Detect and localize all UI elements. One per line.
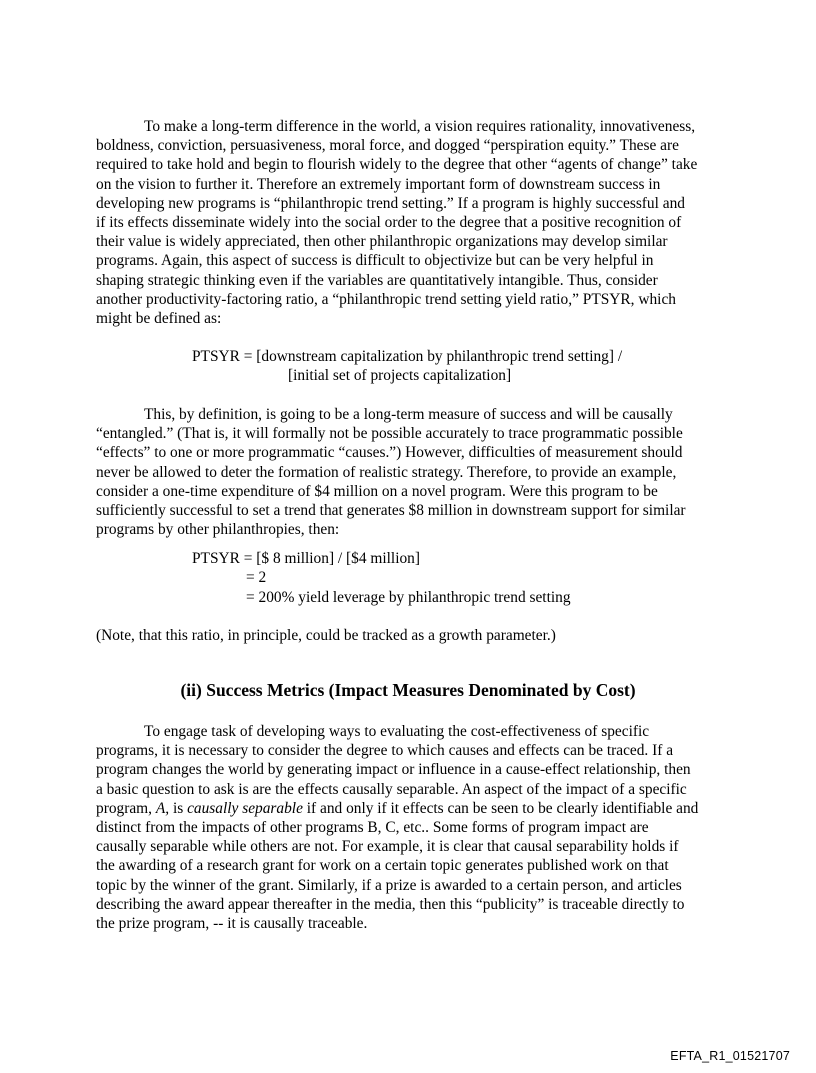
- paragraph-line: might be defined as:: [96, 310, 222, 328]
- note-growth-parameter: (Note, that this ratio, in principle, could be tracked as a growth parameter.): [96, 627, 556, 644]
- paragraph-line: their value is widely appreciated, then other philanthropic organizations may develop similar: [96, 233, 668, 251]
- text-run: program,: [96, 799, 156, 817]
- paragraph-line: on the vision to further it. Therefore an extremely important form of downstream success in: [96, 175, 661, 193]
- paragraph-line: if its effects disseminate widely into the social order to the degree that a positive recognition of: [96, 214, 682, 232]
- paragraph-line: never be allowed to deter the formation of realistic strategy. Therefore, to provide an example,: [96, 463, 677, 481]
- paragraph-line: a basic question to ask is are the effects causally separable. An aspect of the impact of a specific: [96, 780, 687, 798]
- paragraph-line: describing the award appear thereafter in the media, then this “publicity” is traceable directly to: [96, 895, 685, 913]
- text-run: is: [169, 799, 188, 817]
- paragraph-line: This, by definition, is going to be a long-term measure of success and will be causally: [144, 406, 673, 423]
- formula-example-line1: PTSYR = [$ 8 million] / [$4 million]: [192, 550, 421, 567]
- paragraph-line: To engage task of developing ways to evaluating the cost-effectiveness of specific: [144, 723, 650, 740]
- paragraph-line: “entangled.” (That is, it will formally not be possible accurately to trace programmatic possible: [96, 425, 683, 443]
- italic-program-variable: A,: [155, 799, 170, 817]
- paragraph-line: the prize program, -- it is causally traceable.: [96, 915, 368, 933]
- paragraph-line: programs, it is necessary to consider the degree to which causes and effects can be traced. If a: [96, 742, 674, 760]
- heading-part-title: (ii) Success Metrics: [180, 680, 325, 700]
- formula-example-line2: = 2: [246, 569, 267, 586]
- paragraph-line: boldness, conviction, persuasiveness, moral force, and dogged “perspiration equity.” These are: [96, 137, 679, 155]
- paragraph-line: programs. Again, this aspect of success is difficult to objectivize but can be very helpful in: [96, 252, 654, 270]
- heading-part-subtitle: (Impact Measures Denominated by Cost): [328, 680, 636, 700]
- formula-ptsyr-definition-line2: [initial set of projects capitalization]: [288, 367, 512, 384]
- paragraph-line: causally separable while others are not. For example, it is clear that causal separability holds if: [96, 838, 679, 856]
- paragraph-line: programs by other philanthropies, then:: [96, 521, 340, 539]
- document-id-footer: EFTA_R1_01521707: [670, 1049, 790, 1063]
- paragraph-line: topic by the winner of the grant. Similarly, if a prize is awarded to a certain person, and articles: [96, 876, 682, 894]
- formula-ptsyr-definition-line1: PTSYR = [downstream capitalization by philanthropic trend setting] /: [192, 348, 623, 365]
- paragraph-trend-setting: [96, 117, 736, 328]
- paragraph-line: the awarding of a research grant for work on a certain topic generates published work on that: [96, 857, 669, 875]
- paragraph-line: distinct from the impacts of other programs B, C, etc.. Some forms of program impact are: [96, 819, 649, 837]
- paragraph-line: program changes the world by generating impact or influence in a cause-effect relationship, then: [96, 761, 691, 779]
- paragraph-entangled: [96, 405, 736, 539]
- text-run: if and only if it effects can be seen to be clearly identifiable and: [302, 799, 699, 817]
- italic-term-causally-separable: causally separable: [187, 799, 303, 817]
- paragraph-line: shaping strategic thinking even if the variables are quantitatively intangible. Thus, consider: [96, 271, 658, 289]
- paragraph-causal-separability: [96, 722, 736, 933]
- paragraph-line: another productivity-factoring ratio, a “philanthropic trend setting yield ratio,” PTSYR, which: [96, 290, 676, 308]
- paragraph-line: “effects” to one or more programmatic “causes.”) However, difficulties of measurement should: [96, 444, 683, 462]
- section-heading: [0, 680, 816, 701]
- paragraph-line: sufficiently successful to set a trend that generates $8 million in downstream support for similar: [96, 502, 686, 520]
- paragraph-line: consider a one-time expenditure of $4 million on a novel program. Were this program to be: [96, 482, 658, 500]
- paragraph-line: developing new programs is “philanthropic trend setting.” If a program is highly successful and: [96, 194, 685, 212]
- formula-example-line3: = 200% yield leverage by philanthropic trend setting: [246, 589, 571, 606]
- paragraph-line: required to take hold and begin to flourish widely to the degree that other “agents of change” take: [96, 156, 698, 174]
- paragraph-line: [96, 799, 736, 818]
- paragraph-line: To make a long-term difference in the world, a vision requires rationality, innovativeness,: [144, 118, 696, 135]
